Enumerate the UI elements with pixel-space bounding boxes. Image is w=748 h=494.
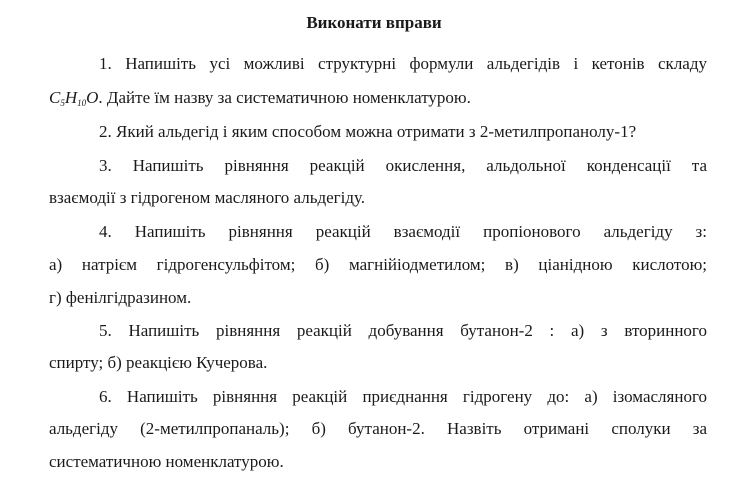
exercise-6-line-2: альдегіду (2-метилпропаналь); б) бутанон-2. Назвіть отримані сполуки за bbox=[49, 419, 707, 438]
exercise-6-line-3: систематичною номенклатурою. bbox=[49, 452, 284, 471]
exercise-2-line-1: 2. Який альдегід і яким способом можна отримати з 2-метилпропанолу-1? bbox=[99, 122, 637, 141]
formula-c5h10o: $C_5H_{10}O$ bbox=[49, 88, 99, 108]
exercise-3-line-1: 3. Напишіть рівняння реакцій окислення, альдольної конденсації та bbox=[99, 156, 707, 175]
exercise-4-line-1: 4. Напишіть рівняння реакцій взаємодії пропіонового альдегіду з: bbox=[99, 222, 707, 241]
exercise-6-line-1: 6. Напишіть рівняння реакцій приєднання гідрогену до: а) ізомасляного bbox=[99, 387, 707, 406]
exercise-5-line-1: 5. Напишіть рівняння реакцій добування бутанон-2 : а) з вторинного bbox=[99, 321, 707, 340]
exercise-1-line-1: 1. Напишіть усі можливі структурні формули альдегідів і кетонів складу bbox=[99, 54, 707, 73]
exercise-4-line-2: а) натрієм гідрогенсульфітом; б) магнійіодметилом; в) ціанідною кислотою; bbox=[49, 255, 707, 274]
exercise-1-line-2 bbox=[49, 87, 707, 109]
document-title: Виконати вправи bbox=[306, 13, 442, 32]
exercise-3-line-2: взаємодії з гідрогеном масляного альдегіду. bbox=[49, 188, 366, 207]
exercise-5-line-2: спирту; б) реакцією Кучерова. bbox=[49, 353, 268, 372]
exercise-1-line-2-text: . Дайте їм назву за систематичною номенклатурою. bbox=[98, 88, 471, 107]
exercise-4-line-3: г) фенілгідразином. bbox=[49, 288, 192, 307]
